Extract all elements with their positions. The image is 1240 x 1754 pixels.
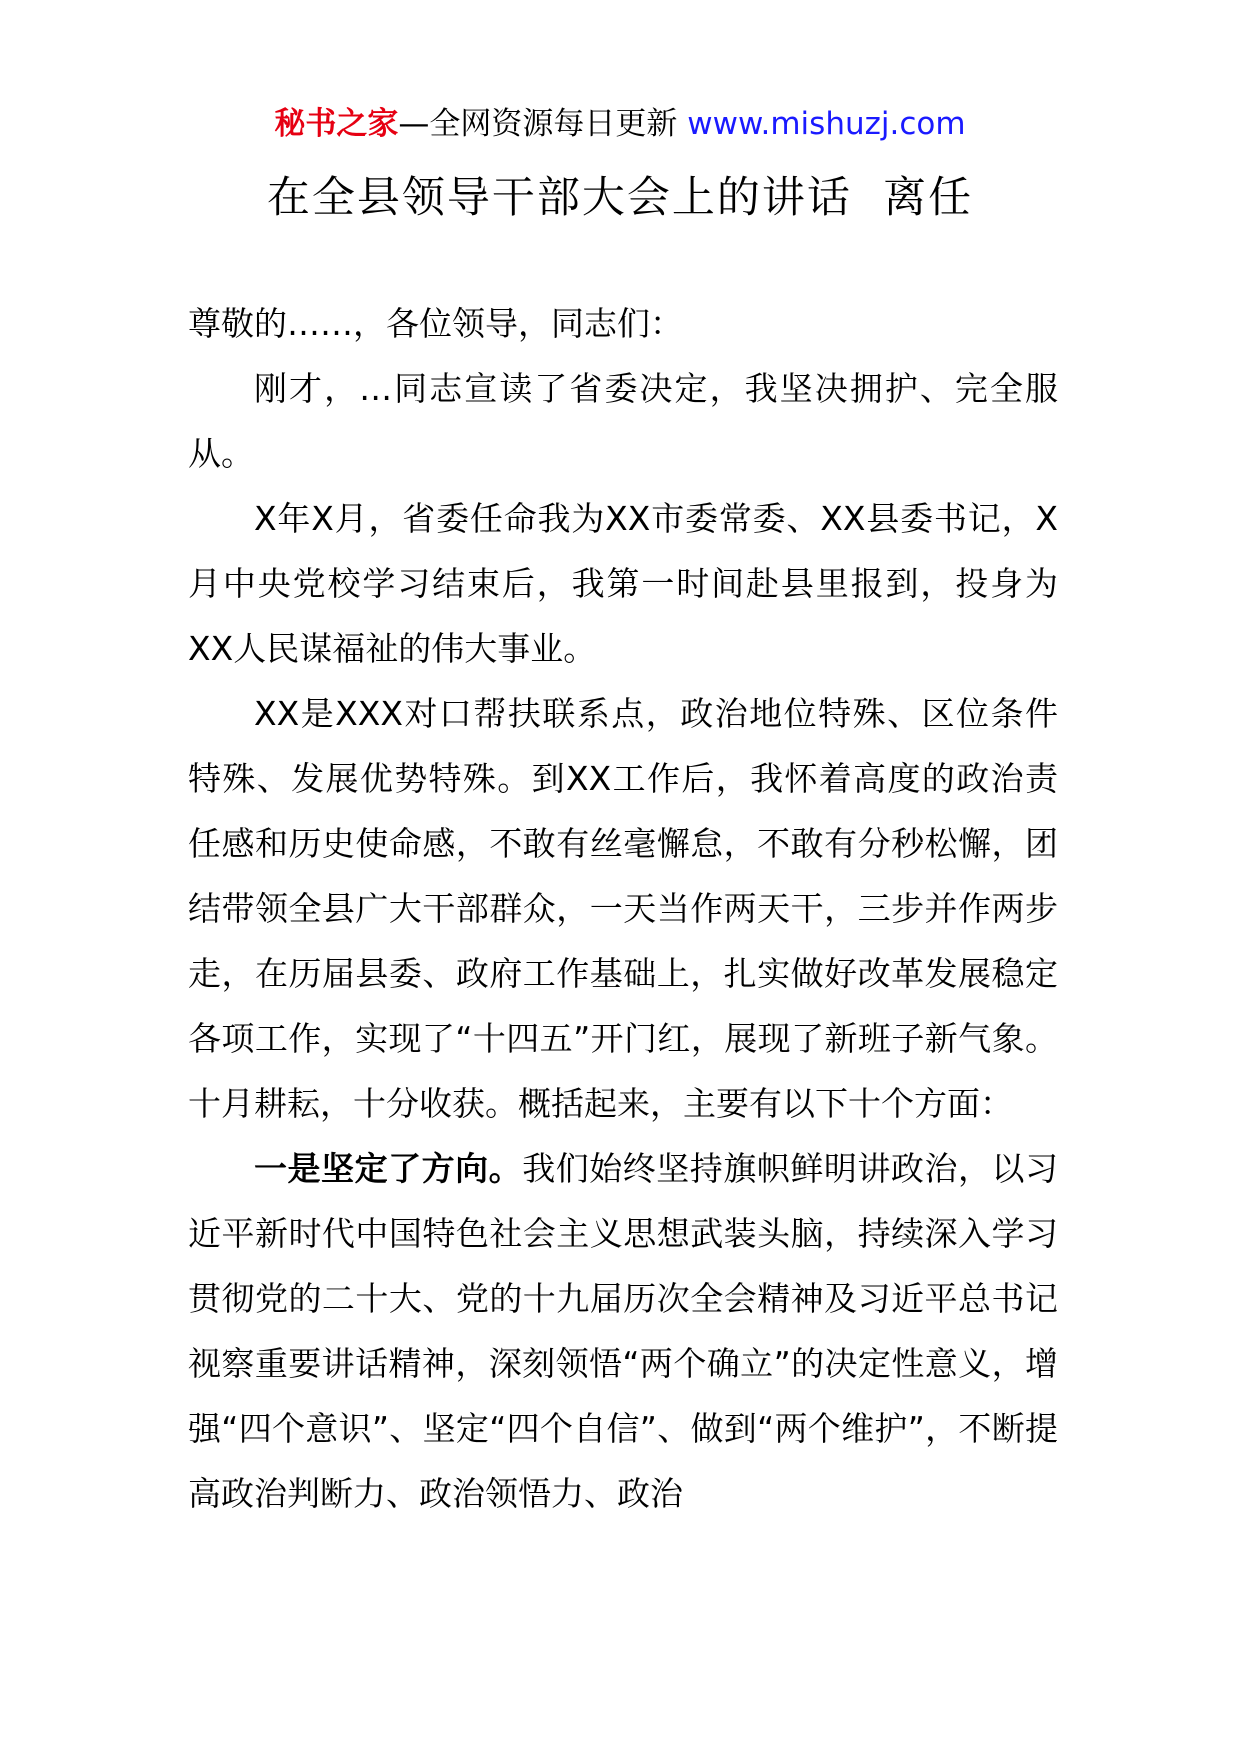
paragraph: 刚才，…同志宣读了省委决定，我坚决拥护、完全服从。 (188, 369, 1058, 473)
greeting: 尊敬的……，各位领导，同志们： (188, 304, 683, 343)
document-body (188, 291, 1058, 1526)
site-url: www.mishuzj.com (687, 106, 966, 142)
paragraph: XX是XXX对口帮扶联系点，政治地位特殊、区位条件特殊、发展优势特殊。到XX工作后，我怀着高度的政治责任感和历史使命感，不敢有丝毫懈怠，不敢有分秒松懈，团结带领全县广大干部群众，一天当作两天干，三步并作两步走，在历届县委、政府工作基础上，扎实做好改革发展稳定各项工作，实现了“十四五”开门红，展现了新班子新气象。十月耕耘，十分收获。概括起来，主要有以下十个方面： (188, 694, 1058, 1123)
paragraph-point-one (188, 1136, 1058, 1526)
document-title: 在全县领导干部大会上的讲话 离任 (266, 173, 974, 223)
site-brand: 秘书之家 (274, 106, 399, 142)
point-one-lead: 一是坚定了方向。 (254, 1149, 523, 1188)
site-banner (0, 102, 1240, 146)
point-one-text: 我们始终坚持旗帜鲜明讲政治，以习近平新时代中国特色社会主义思想武装头脑，持续深入学习贯彻党的二十大、党的十九届历次全会精神及习近平总书记视察重要讲话精神，深刻领悟“两个确立”的决定性意义，增强“四个意识”、坚定“四个自信”、做到“两个维护”，不断提高政治判断力、政治领悟力、政治 (188, 1149, 1059, 1513)
paragraph: X年X月，省委任命我为XX市委常委、XX县委书记，X月中央党校学习结束后，我第一时间赴县里报到，投身为XX人民谋福祉的伟大事业。 (188, 499, 1058, 668)
site-tagline: —全网资源每日更新 (398, 106, 688, 142)
